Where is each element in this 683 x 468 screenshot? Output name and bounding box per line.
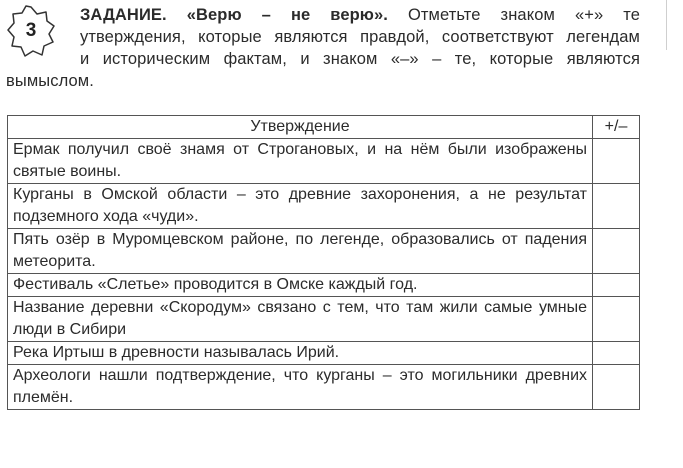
mark-cell[interactable] (593, 365, 640, 410)
table-row (8, 184, 640, 229)
task-line-1 (6, 4, 640, 26)
statements-table (7, 115, 640, 410)
task-line-3: и историческим фактам, и знаком «–» – те, которые являются (80, 50, 640, 68)
task-number: 3 (25, 20, 37, 41)
statement-cell: Река Иртыш в древности называлась Ирий. (8, 342, 593, 365)
statement-cell: Название деревни «Скородум» связано с тем, что там жили самые умные люди в Сибири (8, 297, 593, 342)
statement-cell: Археологи нашли подтверждение, что курганы – это могильники древних племён. (8, 365, 593, 410)
mark-cell[interactable] (593, 139, 640, 184)
statement-cell: Ермак получил своё знамя от Строгановых, и на нём были изображены святые воины. (8, 139, 593, 184)
statement-cell: Фестиваль «Слетье» проводится в Омске каждый год. (8, 274, 593, 297)
mark-cell[interactable] (593, 229, 640, 274)
statement-cell: Курганы в Омской области – это древние захоронения, а не результат подземного хода «чуди». (8, 184, 593, 229)
task-title: ЗАДАНИЕ. «Верю – не верю». (80, 6, 388, 24)
mark-cell[interactable] (593, 297, 640, 342)
table-header-row (8, 116, 640, 139)
task-line-2: утверждения, которые являются правдой, соответствуют легендам (80, 28, 640, 46)
mark-cell[interactable] (593, 342, 640, 365)
task-text (6, 4, 640, 92)
task-line-4: вымыслом. (6, 72, 94, 90)
statement-cell: Пять озёр в Муромцевском районе, по легенде, образовались от падения метеорита. (8, 229, 593, 274)
page-edge-line (666, 0, 667, 50)
task-line-1-rest: Отметьте знаком «+» те (407, 6, 640, 24)
mark-cell[interactable] (593, 184, 640, 229)
table-row (8, 229, 640, 274)
table-row (8, 274, 640, 297)
table-row (8, 365, 640, 410)
table-row (8, 342, 640, 365)
mark-cell[interactable] (593, 274, 640, 297)
header-mark: +/– (593, 116, 640, 139)
table-row (8, 297, 640, 342)
header-statement: Утверждение (8, 116, 593, 139)
task-number-badge (6, 5, 56, 57)
table-row (8, 139, 640, 184)
